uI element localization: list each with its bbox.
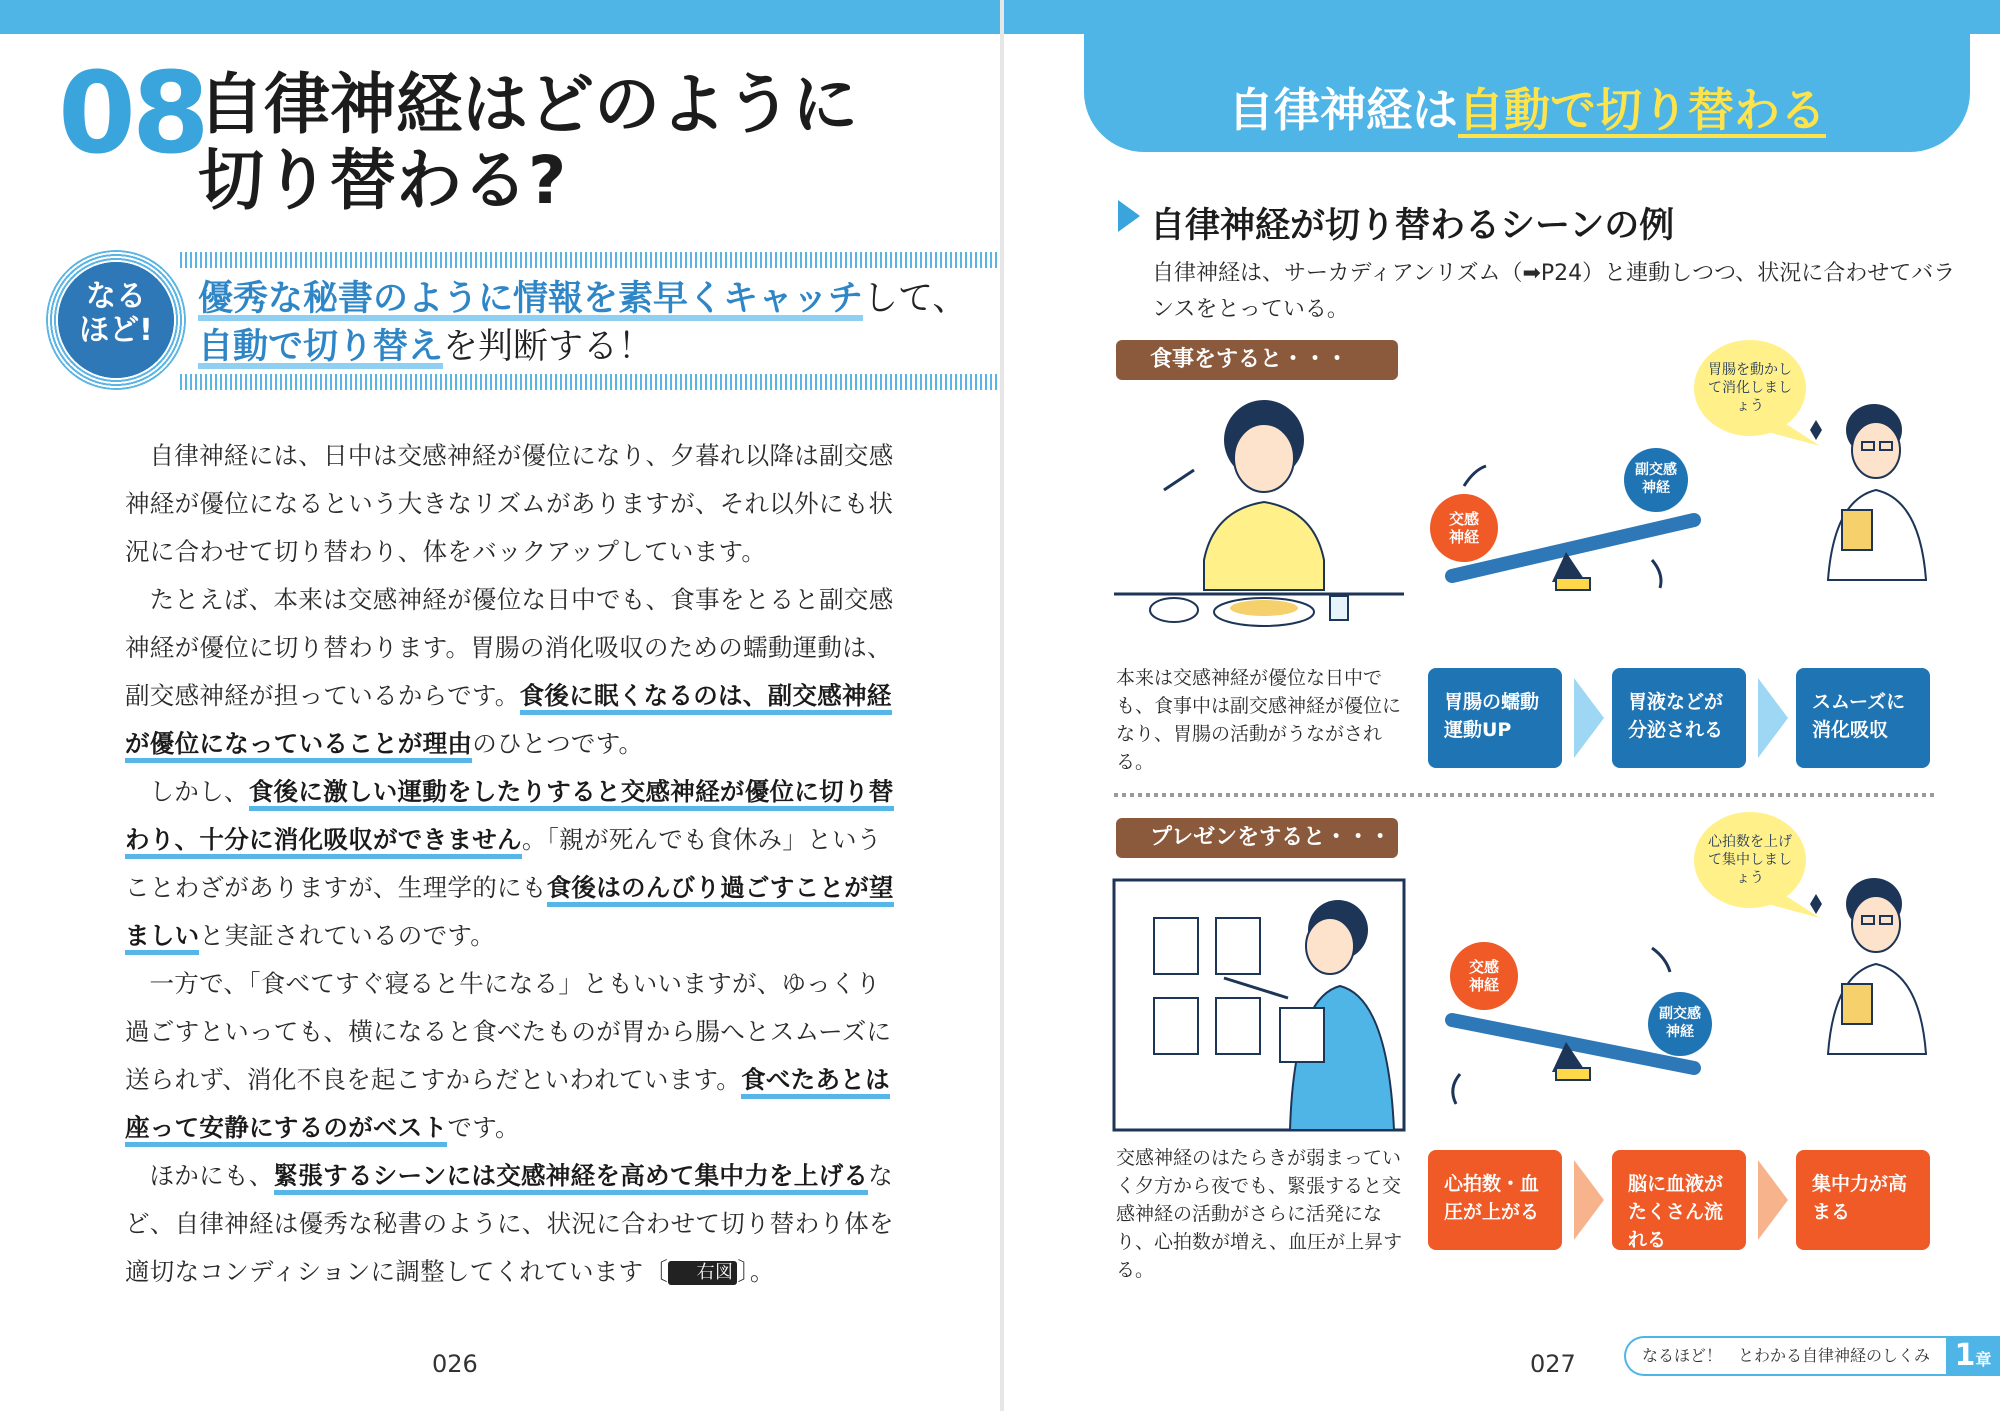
paragraph-3-emphasis-2: 食後はのんびり過ごすことが望ましい (125, 873, 894, 955)
page-number-left: 026 (432, 1350, 478, 1378)
secretary-icon (1810, 878, 1926, 1054)
svg-text:神経: 神経 (1666, 1024, 1694, 1040)
flow-step-presentation-2: 脳に血液がたくさん流れる (1612, 1150, 1746, 1250)
paragraph-3-text: しかし、 (149, 777, 249, 806)
header-banner (1084, 34, 1970, 152)
paragraph-4 (125, 960, 895, 1152)
page-title-line-2: 切り替わる? (198, 142, 567, 219)
paragraph-3-mid: 。「親が死んでも食休み」ということわざがありますが、生理学的にも (125, 825, 882, 902)
flow-arrow-icon (1574, 678, 1604, 758)
svg-text:神経: 神経 (1642, 480, 1670, 496)
figure-reference-tag: 右図 (668, 1261, 737, 1285)
scene-divider (1114, 793, 1934, 797)
paragraph-5-emphasis: 緊張するシーンには交感神経を高めて集中力を上げる (274, 1161, 869, 1195)
flow-step-presentation-3: 集中力が高まる (1796, 1150, 1930, 1250)
lead-highlight-1: 優秀な秘書のように情報を素早くキャッチ (198, 279, 864, 319)
paragraph-3 (125, 768, 895, 960)
flow-step-meal-3: スムーズに消化吸収 (1796, 668, 1930, 768)
paragraph-1: 自律神経には、日中は交感神経が優位になり、夕暮れ以降は副交感神経が優位になるという大きなリズムがありますが、それ以外にも状況に合わせて切り替わり、体をバックアップしています。 (125, 441, 894, 566)
secretary-icon (1810, 404, 1926, 580)
speech-text-meal-1: 胃腸を動かして消化しましょう (1708, 362, 1792, 414)
paragraph-2-emphasis: 食後に眠くなるのは、副交感神経が優位になっていることが理由 (125, 681, 892, 763)
hatch-divider-bottom (180, 374, 1000, 390)
eating-woman-icon (1114, 400, 1404, 626)
paragraph-3-tail: と実証されているのです。 (199, 921, 496, 950)
footer-chapter-badge (1946, 1336, 2000, 1376)
lead-rest-1: して、 (863, 279, 968, 319)
lead-line-2 (198, 327, 654, 367)
page-title-line-1: 自律神経はどのように (198, 66, 858, 143)
paragraph-2 (125, 576, 895, 768)
presenter-icon (1114, 880, 1404, 1130)
right-page (1004, 0, 2000, 1411)
lead-rest-2: を判断する！ (443, 327, 654, 367)
flow-step-meal-1: 胃腸の蠕動運動UP (1428, 668, 1562, 768)
footer-chapter-number: 1 (1954, 1338, 1976, 1373)
svg-text:神経: 神経 (1448, 528, 1480, 546)
meal-scene-illustration (1104, 362, 1984, 660)
top-band (0, 0, 1000, 34)
paragraph-5-text: ほかにも、 (149, 1161, 274, 1190)
scene-caption-meal: 本来は交感神経が優位な日中でも、食事中は副交感神経が優位になり、胃腸の活動がうながされる。 (1116, 667, 1402, 773)
paragraph-3-emphasis-1: 食後に激しい運動をしたりすると交感神経が優位に切り替わり、十分に消化吸収ができません (125, 777, 894, 859)
flow-arrow-icon (1758, 678, 1788, 758)
paragraph-4-text: 一方で、「食べてすぐ寝ると牛になる」ともいいますが、ゆっくり過ごすといっても、横になると食べたものが胃から腸へとスムーズに送られず、消化不良を起こすからだといわれています。 (125, 969, 892, 1094)
body-text (125, 432, 895, 1296)
top-band-right (1004, 0, 2000, 34)
paragraph-5 (125, 1152, 895, 1296)
hatch-divider-top (180, 252, 1000, 268)
scene-label-meal: 食事をすると・・・ (1116, 340, 1398, 380)
speech-text-presentation-1: 心拍数を上げて集中しましょう (1708, 834, 1792, 886)
scene-label-presentation: プレゼンをすると・・・ (1116, 818, 1398, 858)
naruhodo-badge (58, 262, 174, 378)
lead-line-1 (198, 279, 968, 319)
svg-text:神経: 神経 (1468, 976, 1500, 994)
paragraph-4-emphasis: 食べたあとは座って安静にするのがベスト (125, 1065, 890, 1147)
paragraph-5-tail: 〕。 (737, 1257, 775, 1286)
footer-book-title: なるほど！ とわかる自律神経のしくみ (1624, 1336, 1954, 1376)
parasympathetic-label-2: 副交感 (1659, 1006, 1701, 1022)
section-title: 自律神経が切り替わるシーンの例 (1150, 206, 1675, 246)
naruhodo-badge-line-1: なる (86, 279, 146, 314)
sympathetic-label-2: 交感 (1468, 958, 1500, 976)
section-arrow-icon (1118, 200, 1140, 232)
chapter-number: 08 (58, 49, 206, 179)
header-title-white: 自律神経は (1228, 83, 1458, 137)
parasympathetic-label-1: 副交感 (1635, 462, 1677, 478)
header-title-yellow: 自動で切り替わる (1458, 83, 1826, 137)
paragraph-4-tail: です。 (447, 1113, 520, 1142)
flow-arrow-icon (1758, 1160, 1788, 1240)
flow-step-meal-2: 胃液などが分泌される (1612, 668, 1746, 768)
scene-caption-presentation: 交感神経のはたらきが弱まっていく夕方から夜でも、緊張すると交感神経の活動がさらに活発になり、心拍数が増え、血圧が上昇する。 (1116, 1147, 1403, 1281)
paragraph-2-text: たとえば、本来は交感神経が優位な日中でも、食事をとると副交感神経が優位に切り替わります。胃腸の消化吸収のための蠕動運動は、副交感神経が担っているからです。 (125, 585, 894, 710)
naruhodo-badge-line-2: ほど! (79, 313, 153, 348)
section-description: 自律神経は、サーカディアンリズム（➡P24）と連動しつつ、状況に合わせてバランスをとっている。 (1152, 261, 1956, 322)
paragraph-5-mid: など、自律神経は優秀な秘書のように、状況に合わせて切り替わり体を適切なコンディションに調整してくれています〔 (125, 1161, 894, 1286)
flow-arrow-icon (1574, 1160, 1604, 1240)
header-banner-title (1084, 74, 1970, 140)
footer-chapter-suffix: 章 (1975, 1350, 1992, 1369)
flow-step-presentation-1: 心拍数・血圧が上がる (1428, 1150, 1562, 1250)
sympathetic-label-1: 交感 (1448, 510, 1480, 528)
lead-highlight-2: 自動で切り替え (198, 327, 444, 367)
page-number-right: 027 (1530, 1350, 1576, 1378)
paragraph-2-tail: のひとつです。 (472, 729, 644, 758)
